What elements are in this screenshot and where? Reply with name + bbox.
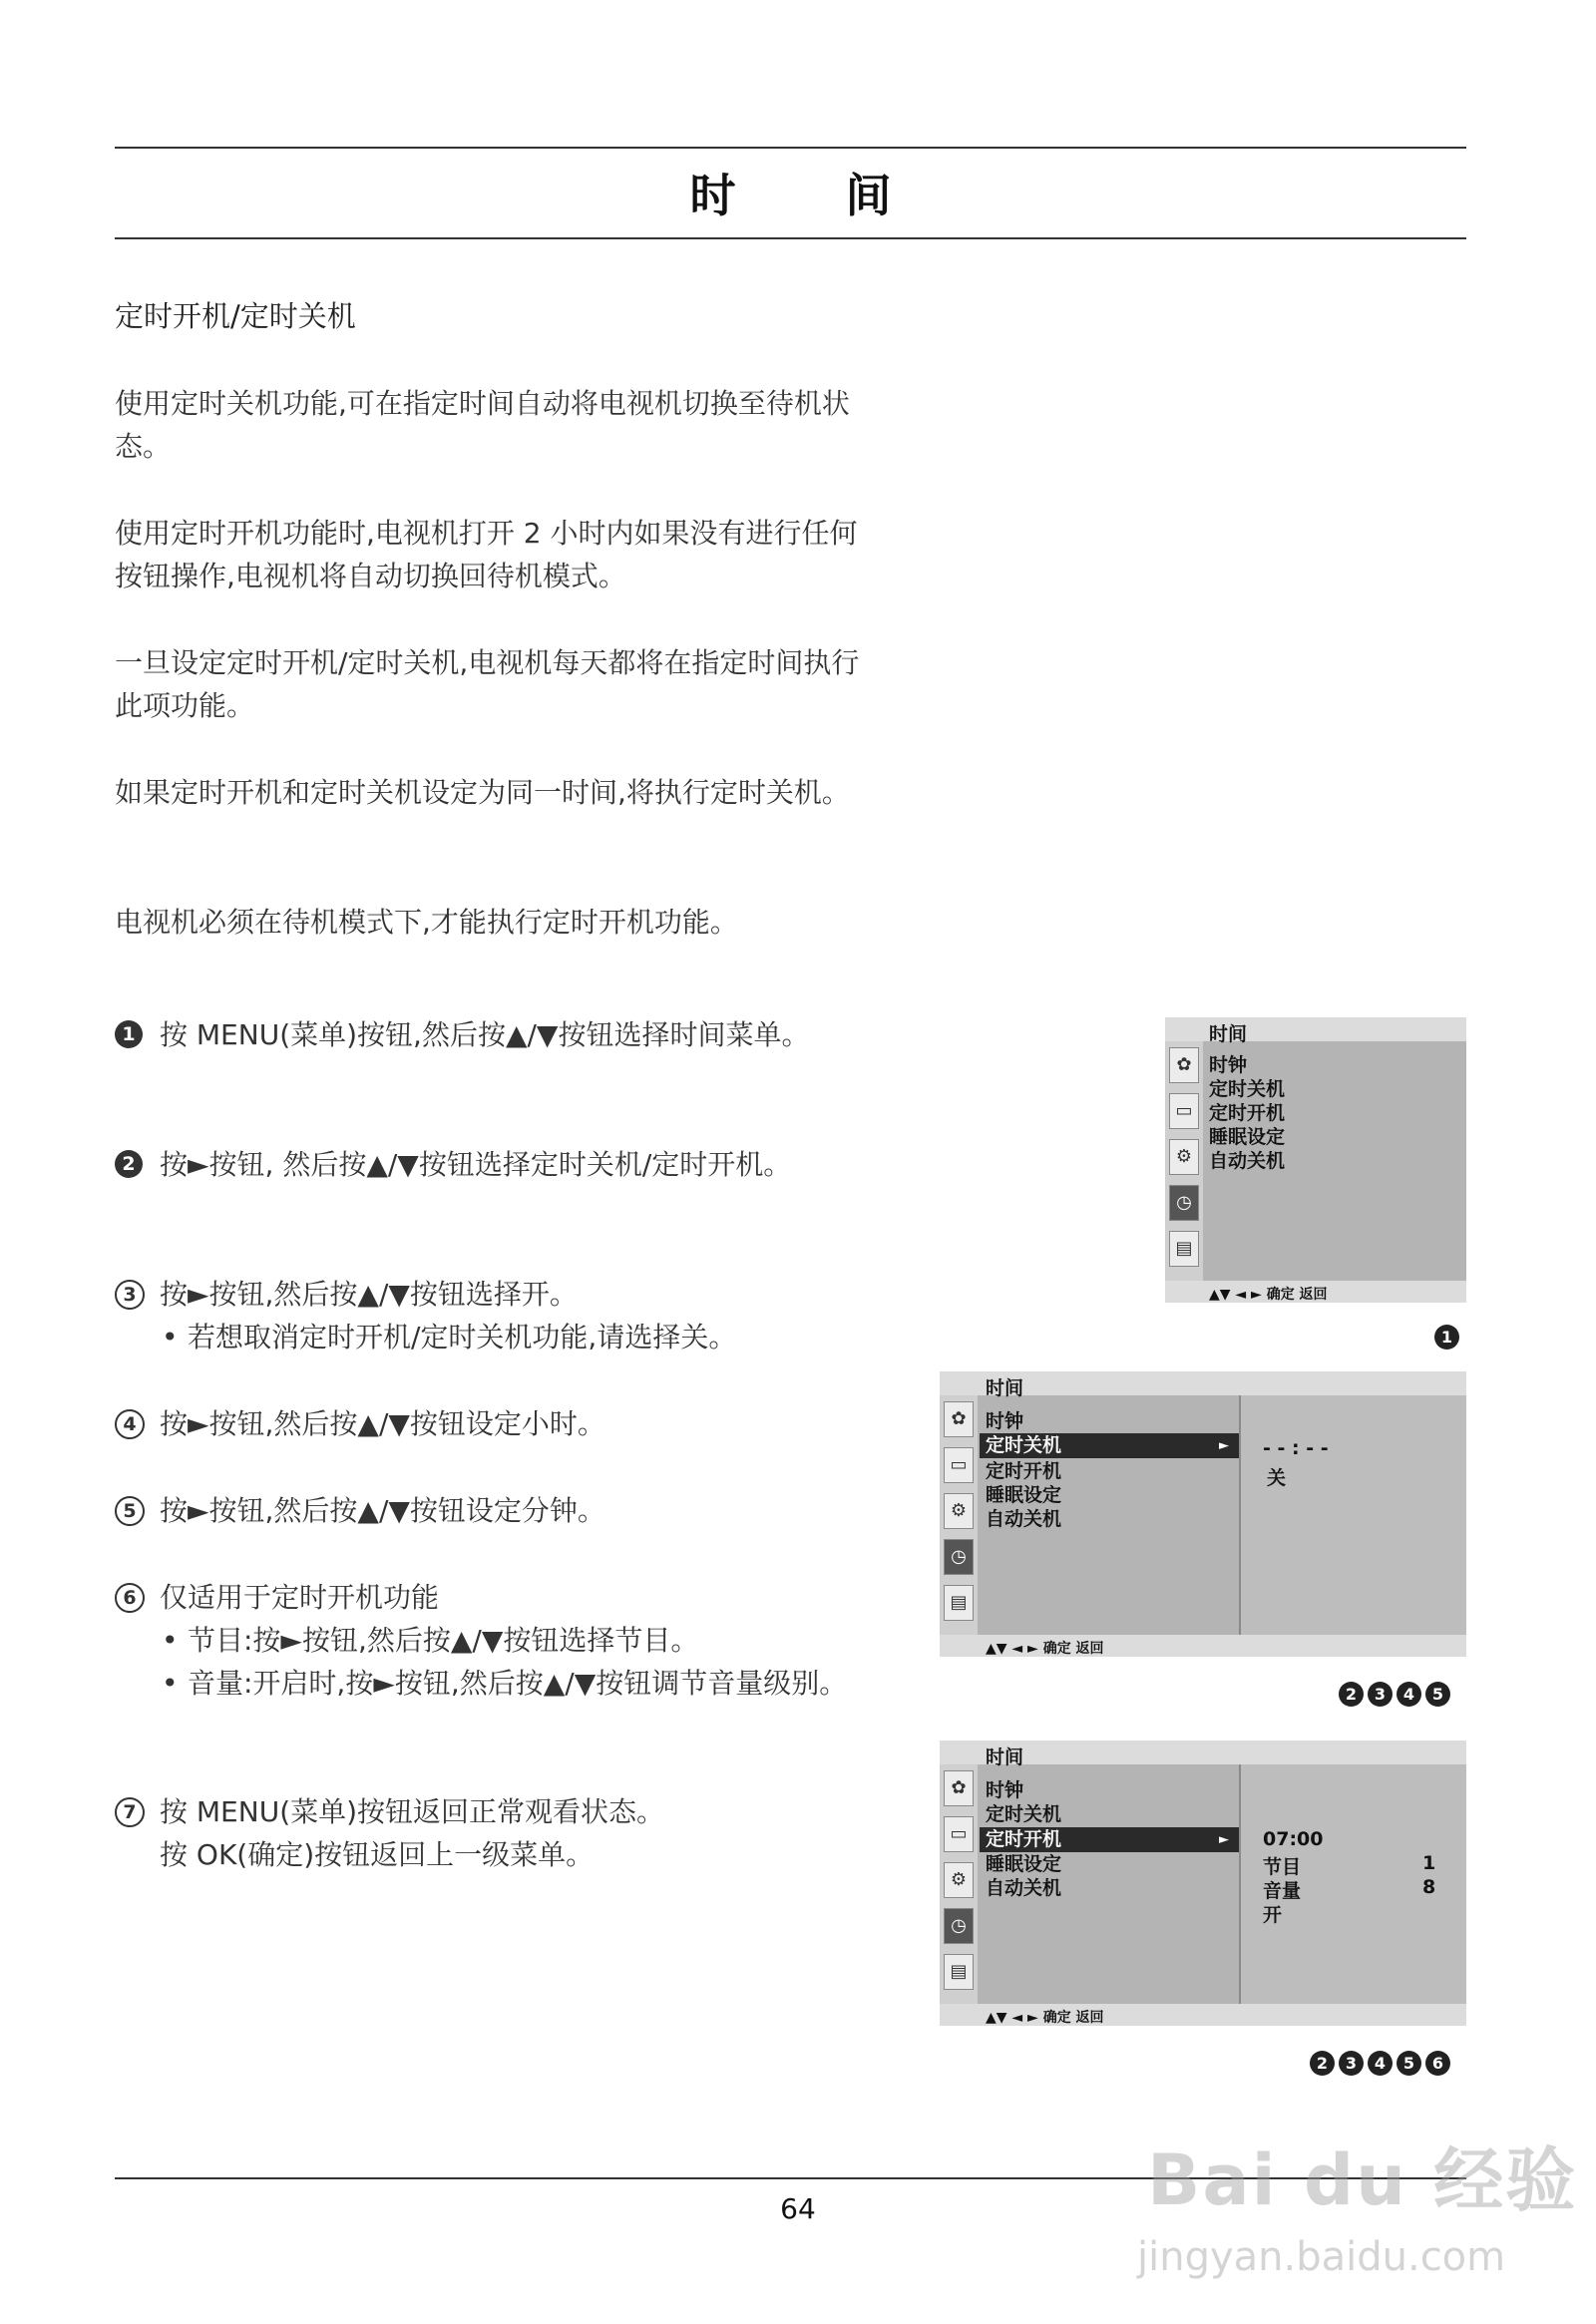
- menu-footer: [1165, 1281, 1466, 1303]
- step-bullet: • 若想取消定时开机/定时关机功能,请选择关。: [160, 1316, 883, 1358]
- lock-icon: ▤: [1169, 1231, 1199, 1267]
- program-value: 1: [1422, 1852, 1436, 1874]
- menu-footer: [940, 1635, 1466, 1657]
- paragraph-5: 电视机必须在待机模式下,才能执行定时开机功能。: [115, 906, 738, 939]
- menu-icon-column: [940, 1764, 978, 2004]
- menu-screenshot-1: [1165, 1017, 1466, 1303]
- menu-title: 时间: [986, 1377, 1024, 1399]
- step-number-7: 7: [115, 1797, 145, 1827]
- setup-icon: ⚙: [944, 1493, 974, 1529]
- menu-3-step-badges: [1310, 2051, 1450, 2076]
- paragraph-2: 使用定时开机功能时,电视机打开 2 小时内如果没有进行任何按钮操作,电视机将自动切换回待机模式。: [115, 517, 858, 592]
- submenu-arrow-icon: ►: [1219, 1832, 1229, 1847]
- tv-icon: ▭: [944, 1447, 974, 1483]
- timer-state-value: 关: [1267, 1467, 1287, 1489]
- paragraph-4: 如果定时开机和定时关机设定为同一时间,将执行定时关机。: [115, 776, 850, 809]
- menu-title-bar: [940, 1741, 1466, 1768]
- top-rule: [115, 147, 1466, 149]
- section-heading: 定时开机/定时关机: [115, 299, 356, 333]
- baidu-jingyan-watermark-logo: Bai du 经验: [1147, 2139, 1578, 2221]
- step-badge: 2: [1310, 2051, 1335, 2076]
- paragraph-3: 一旦设定定时开机/定时关机,电视机每天都将在指定时间执行此项功能。: [115, 646, 860, 722]
- menu-value-panel: [1239, 1395, 1466, 1635]
- menu-item-label: 定时开机: [986, 1828, 1062, 1850]
- step-5: [115, 1489, 883, 1532]
- menu-2-step-badges: [1339, 1682, 1450, 1707]
- lock-icon: ▤: [944, 1954, 974, 1990]
- menu-screenshot-2: [940, 1371, 1466, 1657]
- menu-item-off-timer: [980, 1433, 1239, 1458]
- step-7: [115, 1790, 883, 1876]
- step-number-2: 2: [115, 1150, 143, 1178]
- step-text: 按►按钮, 然后按▲/▼按钮选择定时关机/定时开机。: [160, 1148, 792, 1181]
- step-badge: 2: [1339, 1682, 1364, 1707]
- menu-footer-text: ▲▼ ◄ ► 确定 返回: [986, 1641, 1104, 1657]
- step-text: 按►按钮,然后按▲/▼按钮选择开。: [160, 1278, 578, 1311]
- menu-item-on-timer: 定时开机: [986, 1460, 1062, 1482]
- step-1: [115, 1013, 883, 1056]
- step-badge: 5: [1425, 1682, 1450, 1707]
- step-text: 仅适用于定时开机功能: [160, 1581, 440, 1614]
- step-badge: 4: [1396, 1682, 1421, 1707]
- setup-icon: ⚙: [1169, 1139, 1199, 1175]
- step-3: [115, 1273, 883, 1358]
- program-label: 节目: [1263, 1856, 1302, 1878]
- step-bullet: • 节目:按►按钮,然后按▲/▼按钮选择节目。: [160, 1619, 883, 1662]
- step-badge: 6: [1425, 2051, 1450, 2076]
- picture-icon: ✿: [944, 1770, 974, 1806]
- menu-item-sleep: 睡眠设定: [986, 1484, 1062, 1506]
- menu-item-clock: 时钟: [1209, 1054, 1248, 1076]
- clock-icon: ◷: [1169, 1185, 1199, 1221]
- tv-icon: ▭: [944, 1816, 974, 1852]
- menu-title: 时间: [1209, 1023, 1248, 1045]
- menu-icon-column: [940, 1395, 978, 1635]
- menu-item-on-timer: [980, 1827, 1239, 1852]
- step-extra-text: 按 OK(确定)按钮返回上一级菜单。: [160, 1838, 595, 1871]
- step-number-6: 6: [115, 1583, 145, 1613]
- menu-item-auto-off: 自动关机: [1209, 1150, 1286, 1172]
- step-6: [115, 1576, 883, 1705]
- step-number-1: 1: [115, 1020, 143, 1048]
- volume-value: 8: [1422, 1876, 1436, 1898]
- clock-icon: ◷: [944, 1539, 974, 1575]
- menu-item-sleep: 睡眠设定: [986, 1853, 1062, 1875]
- page-number: 64: [780, 2192, 816, 2225]
- step-badge: 3: [1368, 1682, 1393, 1707]
- menu-value-panel: [1239, 1764, 1466, 2004]
- volume-label: 音量: [1263, 1880, 1302, 1902]
- submenu-arrow-icon: ►: [1219, 1438, 1229, 1453]
- menu-title-bar: [940, 1371, 1466, 1399]
- page-title: 时间: [689, 169, 1001, 222]
- step-text: 按►按钮,然后按▲/▼按钮设定分钟。: [160, 1494, 605, 1527]
- menu-item-clock: 时钟: [986, 1410, 1024, 1432]
- step-text: 按►按钮,然后按▲/▼按钮设定小时。: [160, 1407, 605, 1440]
- step-badge: 1: [1434, 1325, 1459, 1350]
- tv-icon: ▭: [1169, 1093, 1199, 1129]
- menu-icon-column: [1165, 1041, 1203, 1281]
- lock-icon: ▤: [944, 1585, 974, 1621]
- paragraph-1: 使用定时关机功能,可在指定时间自动将电视机切换至待机状态。: [115, 387, 850, 463]
- step-bullet: • 音量:开启时,按►按钮,然后按▲/▼按钮调节音量级别。: [160, 1662, 883, 1705]
- step-text: 按 MENU(菜单)按钮,然后按▲/▼按钮选择时间菜单。: [160, 1018, 810, 1051]
- menu-title-bar: [1165, 1017, 1466, 1045]
- menu-item-sleep: 睡眠设定: [1209, 1126, 1286, 1148]
- menu-item-off-timer: 定时关机: [1209, 1078, 1286, 1100]
- step-4: [115, 1402, 883, 1445]
- menu-footer-text: ▲▼ ◄ ► 确定 返回: [1209, 1287, 1328, 1303]
- menu-footer-text: ▲▼ ◄ ► 确定 返回: [986, 2010, 1104, 2026]
- menu-item-auto-off: 自动关机: [986, 1877, 1062, 1899]
- step-text: 按 MENU(菜单)按钮返回正常观看状态。: [160, 1795, 665, 1828]
- watermark-url: jingyan.baidu.com: [1137, 2234, 1506, 2280]
- title-rule: [115, 237, 1466, 239]
- menu-item-on-timer: 定时开机: [1209, 1102, 1286, 1124]
- timer-time-value: - - : - -: [1263, 1437, 1329, 1459]
- step-number-3: 3: [115, 1280, 145, 1310]
- menu-title: 时间: [986, 1746, 1024, 1768]
- menu-item-clock: 时钟: [986, 1779, 1024, 1801]
- step-badge: 3: [1339, 2051, 1364, 2076]
- menu-1-step-badges: [1434, 1325, 1459, 1350]
- step-number-4: 4: [115, 1409, 145, 1439]
- step-2: [115, 1143, 883, 1186]
- timer-state-value: 开: [1263, 1904, 1283, 1926]
- step-badge: 5: [1396, 2051, 1421, 2076]
- step-number-5: 5: [115, 1496, 145, 1526]
- picture-icon: ✿: [1169, 1047, 1199, 1083]
- step-badge: 4: [1368, 2051, 1393, 2076]
- menu-footer: [940, 2004, 1466, 2026]
- setup-icon: ⚙: [944, 1862, 974, 1898]
- menu-item-auto-off: 自动关机: [986, 1508, 1062, 1530]
- clock-icon: ◷: [944, 1908, 974, 1944]
- timer-time-value: 07:00: [1263, 1828, 1324, 1850]
- menu-screenshot-3: [940, 1741, 1466, 2026]
- picture-icon: ✿: [944, 1401, 974, 1437]
- menu-item-off-timer: 定时关机: [986, 1803, 1062, 1825]
- menu-item-label: 定时关机: [986, 1434, 1062, 1456]
